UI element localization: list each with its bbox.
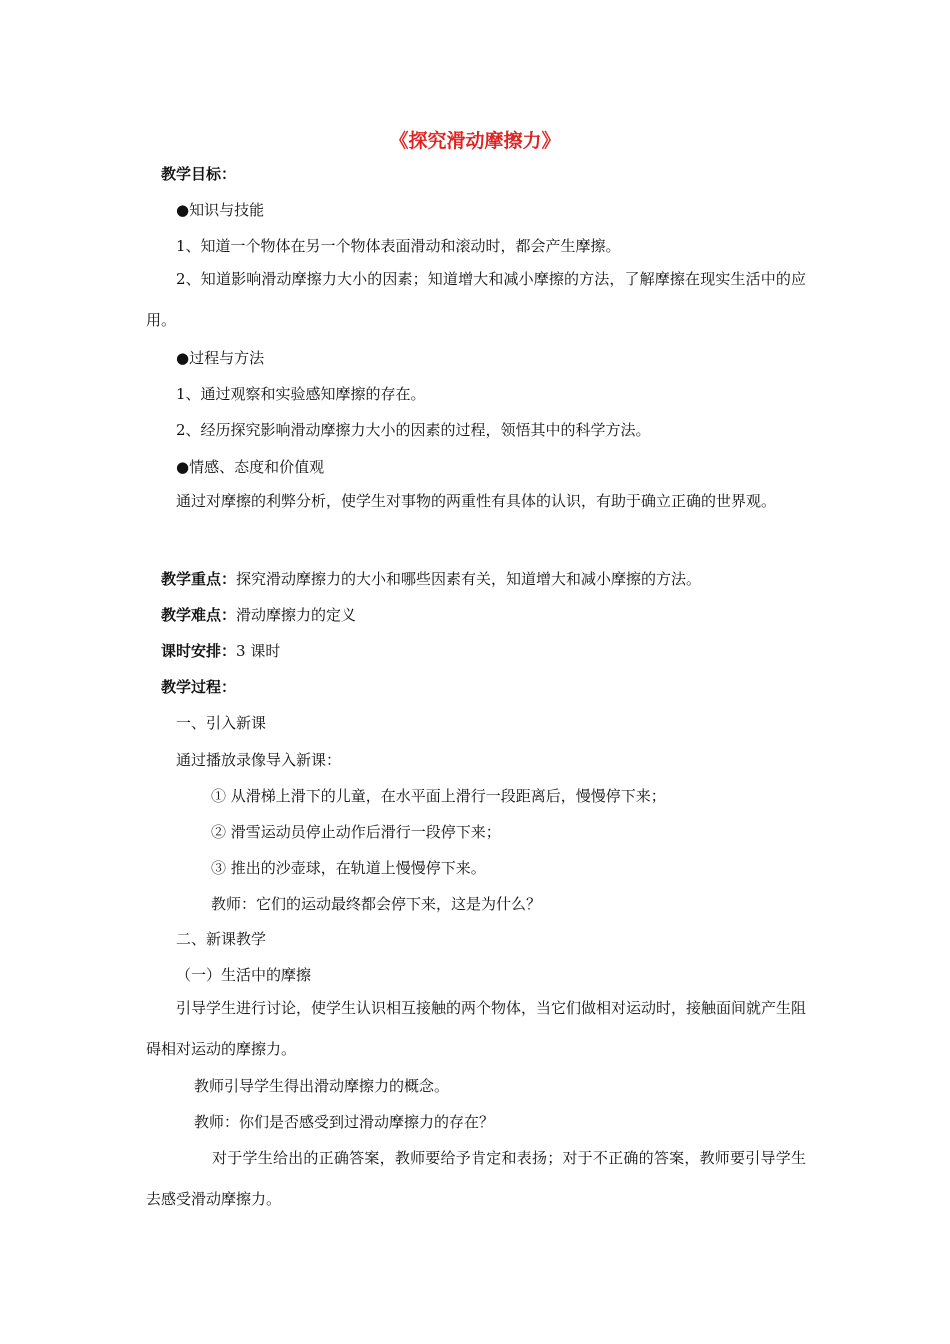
- difficulty-label: 教学难点：: [161, 606, 237, 624]
- process-method-heading: ●过程与方法: [176, 349, 265, 367]
- process-method-item-1: 1、通过观察和实验感知摩擦的存在。: [176, 385, 426, 403]
- schedule-text: 3 课时: [236, 642, 281, 660]
- knowledge-heading: ●知识与技能: [176, 201, 265, 219]
- intro-text: 通过播放录像导入新课：: [176, 751, 342, 769]
- schedule: [161, 640, 280, 662]
- section-new-lesson-heading: 二、新课教学: [176, 930, 267, 948]
- example-1: ① 从滑梯上滑下的儿童，在水平面上滑行一段距离后，慢慢停下来；: [211, 787, 666, 805]
- emotion-text: 通过对摩擦的利弊分析，使学生对事物的两重性有具体的认识，有助于确立正确的世界观。: [176, 492, 777, 510]
- teacher-question-1: 教师：它们的运动最终都会停下来，这是为什么？: [211, 895, 542, 913]
- emotion-heading: ●情感、态度和价值观: [176, 458, 325, 476]
- process-method-item-2: 2、经历探究影响滑动摩擦力大小的因素的过程，领悟其中的科学方法。: [176, 421, 651, 439]
- knowledge-item-1: 1、知道一个物体在另一个物体表面滑动和滚动时，都会产生摩擦。: [176, 237, 621, 255]
- objectives-heading: 教学目标：: [161, 165, 237, 183]
- difficulty-text: 滑动摩擦力的定义: [236, 606, 357, 624]
- discussion-text: 引导学生进行讨论，使学生认识相互接触的两个物体，当它们做相对运动时，接触面间就产生阻碍相对运动的摩擦力。: [146, 999, 807, 1058]
- subsection-friction-in-life: （一）生活中的摩擦: [176, 966, 312, 984]
- section-intro-heading: 一、引入新课: [176, 714, 267, 732]
- difficulty: [161, 604, 356, 626]
- key-point: [161, 568, 701, 590]
- concept-text: 教师引导学生得出滑动摩擦力的概念。: [194, 1077, 450, 1095]
- example-3: ③ 推出的沙壶球，在轨道上慢慢停下来。: [211, 859, 486, 877]
- key-point-text: 探究滑动摩擦力的大小和哪些因素有关，知道增大和减小摩擦的方法。: [236, 570, 702, 588]
- feedback-text: 对于学生给出的正确答案，教师要给予肯定和表扬；对于不正确的答案，教师要引导学生去感受滑动摩擦力。: [146, 1149, 806, 1208]
- example-2: ② 滑雪运动员停止动作后滑行一段停下来；: [211, 823, 501, 841]
- key-point-label: 教学重点：: [161, 570, 237, 588]
- schedule-label: 课时安排：: [161, 642, 237, 660]
- document-title: 《探究滑动摩擦力》: [389, 130, 561, 152]
- teacher-question-2: 教师：你们是否感受到过滑动摩擦力的存在？: [194, 1113, 495, 1131]
- process-heading: 教学过程：: [161, 678, 237, 696]
- knowledge-item-2: 2、知道影响滑动摩擦力大小的因素；知道增大和减小摩擦的方法，了解摩擦在现实生活中的应用。: [146, 270, 806, 329]
